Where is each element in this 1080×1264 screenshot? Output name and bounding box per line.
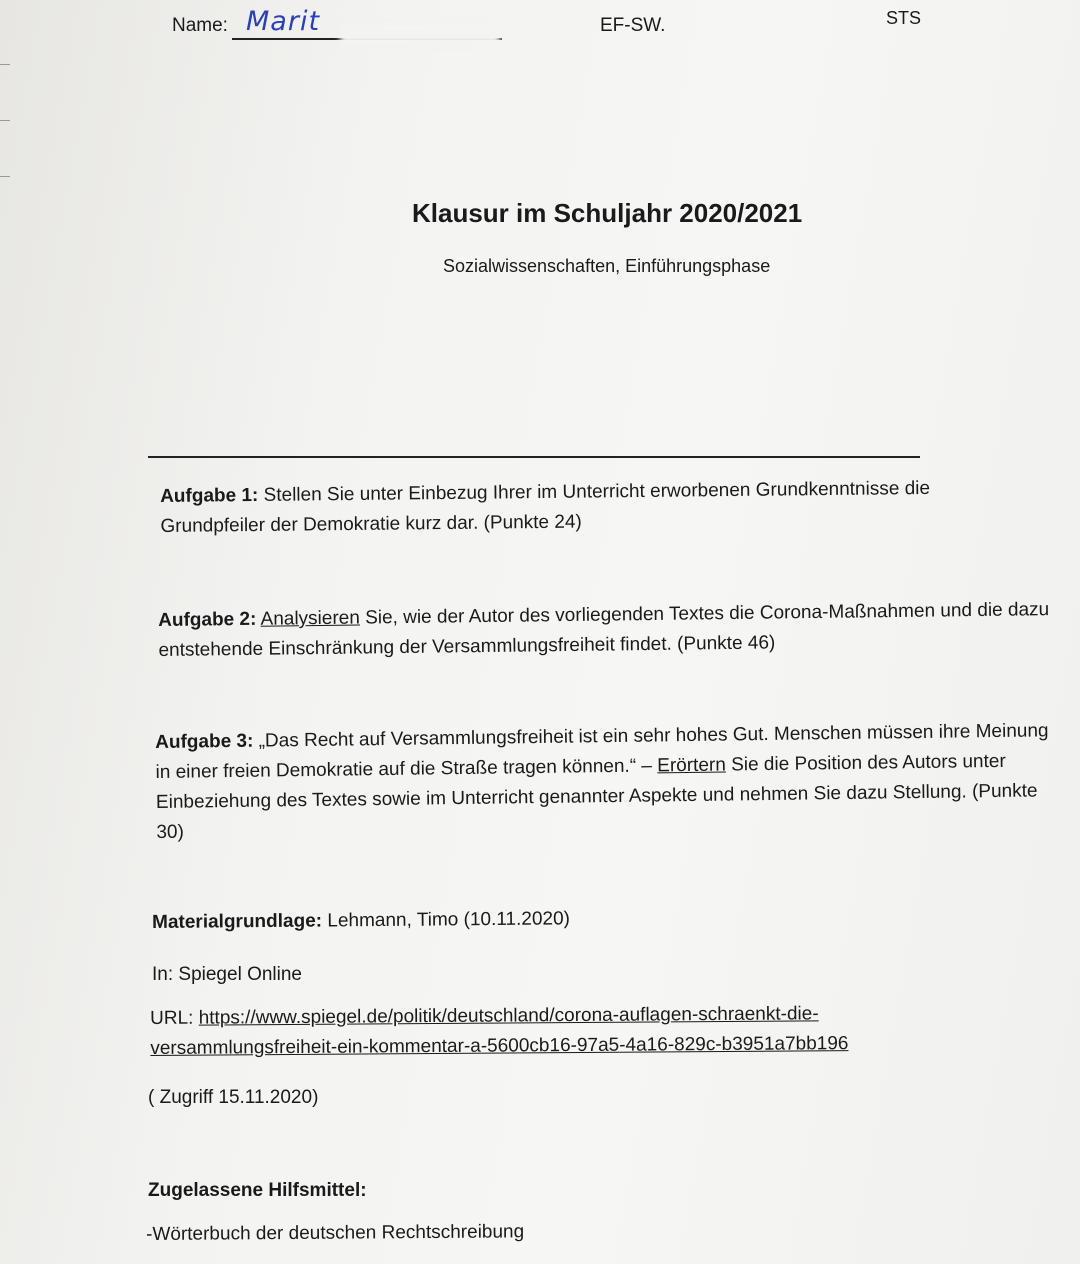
task-3 [155, 716, 1066, 848]
material-label: Materialgrundlage: [152, 910, 323, 933]
student-name: Marit [246, 6, 321, 37]
material-author: Lehmann, Timo (10.11.2020) [327, 908, 571, 932]
divider-line [148, 456, 920, 458]
task-3-text: Sie die Position des Autors unter Einbeziehung des Textes sowie im Unterricht genannter Aspekte und nehmen Sie dazu Stellung. (Punkte 30) [155, 750, 1038, 843]
task-1-label: Aufgabe 1: [160, 484, 259, 507]
task-1 [160, 473, 1011, 542]
margin-mark [0, 120, 10, 121]
task-2-operator: Analysieren [260, 607, 360, 630]
url-label: URL: [150, 1007, 194, 1029]
course-code: EF-SW. [600, 15, 666, 36]
task-2 [158, 595, 1069, 666]
aids-heading: Zugelassene Hilfsmittel: [148, 1180, 367, 1201]
aid-item: -Wörterbuch der deutschen Rechtschreibung [146, 1221, 525, 1245]
task-3-label: Aufgabe 3: [155, 730, 254, 753]
margin-mark [0, 64, 10, 65]
task-1-text: Stellen Sie unter Einbezug Ihrer im Unterricht erworbenen Grundkenntnisse die Grundpfeiler der Demokratie kurz dar. (Punkte 24) [160, 477, 931, 537]
task-3-operator: Erörtern [657, 754, 726, 777]
redacted-surname [340, 24, 500, 44]
name-label: Name: [172, 15, 228, 36]
task-2-text: Sie, wie der Autor des vorliegenden Textes die Corona-Maßnahmen und die dazu entstehende Einschränkung der Versammlungsfreiheit findet. (Punkte 46) [158, 599, 1050, 661]
source-url-line-2[interactable]: versammlungsfreiheit-ein-kommentar-a-5600cb16-97a5-4a16-829c-b3951a7bb196 [150, 1033, 849, 1059]
margin-mark [0, 176, 10, 177]
material-source [152, 908, 570, 934]
material-url-block [150, 999, 849, 1064]
exam-subtitle: Sozialwissenschaften, Einführungsphase [443, 256, 771, 276]
source-url-line-1[interactable]: https://www.spiegel.de/politik/deutschland/corona-auflagen-schraenkt-die- [198, 1003, 819, 1029]
material-publication: In: Spiegel Online [152, 964, 302, 985]
teacher-code: STS [886, 8, 922, 28]
task-3-quote: „Das Recht auf Versammlungsfreiheit ist ein sehr hohes Gut. Menschen müssen ihre Meinung in einer freien Demokratie auf die Straße tragen können.“ – [155, 720, 1049, 783]
task-2-label: Aufgabe 2: [158, 608, 257, 631]
exam-title: Klausur im Schuljahr 2020/2021 [412, 198, 803, 228]
access-date: ( Zugriff 15.11.2020) [148, 1087, 319, 1108]
